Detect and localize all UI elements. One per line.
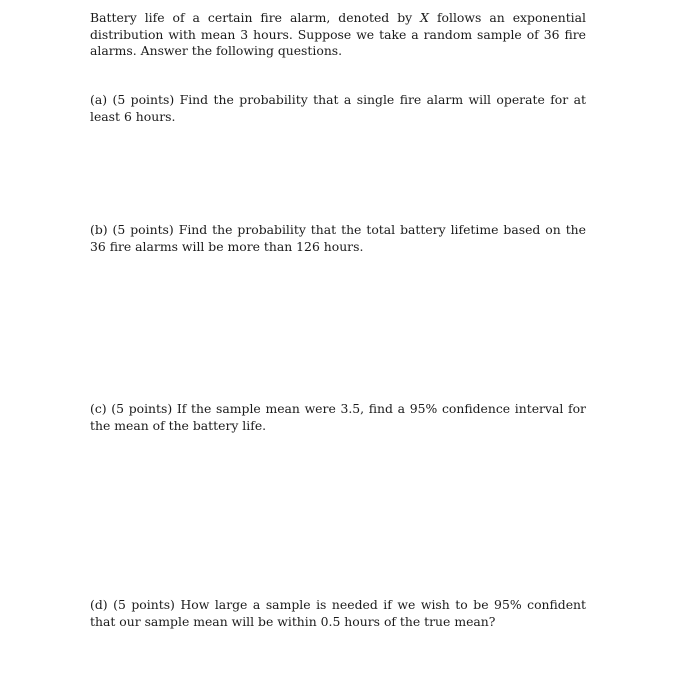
question-c-label: (c) (5 points) xyxy=(90,401,173,416)
question-a-text: Find the probability that a single fire alarm will operate for at least 6 hours. xyxy=(90,92,586,124)
question-d xyxy=(90,597,586,630)
random-variable-symbol: X xyxy=(420,10,429,25)
question-b xyxy=(90,222,586,255)
question-b-text: Find the probability that the total battery lifetime based on the 36 fire alarms will be more than 126 hours. xyxy=(90,222,586,254)
intro-text-start: Battery life of a certain fire alarm, denoted by xyxy=(90,10,421,25)
question-b-label: (b) (5 points) xyxy=(90,222,174,237)
question-a xyxy=(90,92,586,125)
question-d-label: (d) (5 points) xyxy=(90,597,175,612)
problem-intro xyxy=(90,10,586,60)
intro-text-end: follows an exponential distribution with mean 3 hours. Suppose we take a random sample of 36 fire alarms. Answer the following questions. xyxy=(90,10,586,58)
question-a-label: (a) (5 points) xyxy=(90,92,175,107)
question-c-text: If the sample mean were 3.5, find a 95% confidence interval for the mean of the battery life. xyxy=(90,401,586,433)
question-c xyxy=(90,401,586,434)
question-d-text: How large a sample is needed if we wish to be 95% confident that our sample mean will be within 0.5 hours of the true mean? xyxy=(90,597,587,629)
